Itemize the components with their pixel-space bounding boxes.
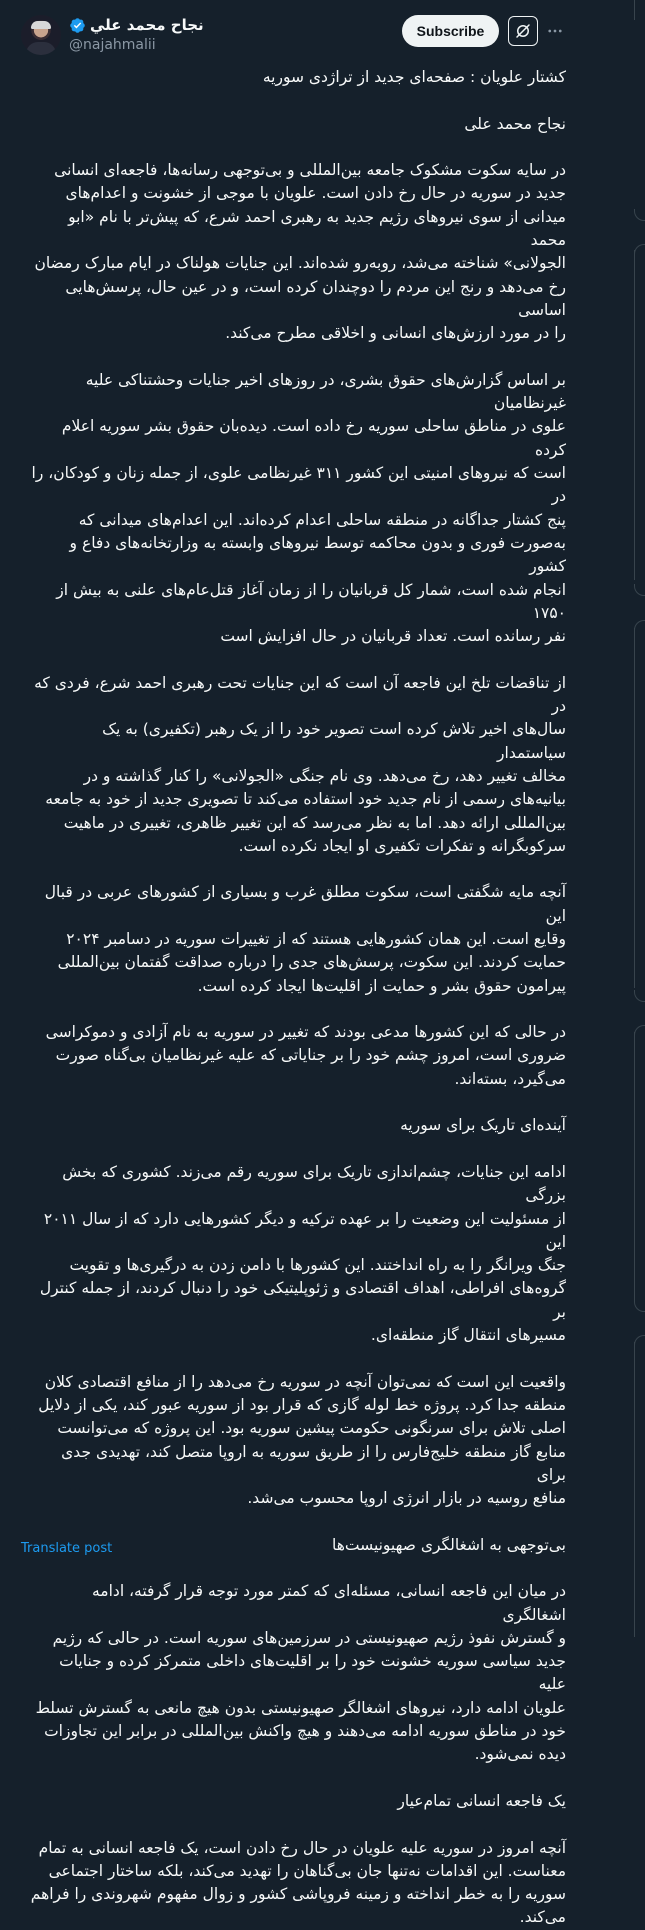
post-text-line: الجولانی» شناخته می‌شد، روبه‌رو شده‌اند. این جنایات هولناک در ایام مبارک رمضان (34, 254, 566, 273)
post-text-line: یک فاجعه انسانی تمام‌عیار (397, 1791, 566, 1810)
post-text-line: را در مورد ارزش‌های انسانی و اخلاقی مطرح می‌کند. (225, 324, 566, 343)
post-text-line: بیانیه‌های رسمی از نام جدید خود استفاده می‌کند تا تصویری جدید از خود به جامعه (45, 790, 566, 809)
post-text-line: رخ می‌دهد و رنج این مردم را دوچندان کرده است، و در عین حال، پرسش‌هایی اساسی (60, 277, 566, 319)
translate-post-link[interactable]: Translate post (21, 1541, 113, 1556)
post-text-line: بین‌المللی ارائه دهد. اما به نظر می‌رسد که این تغییر ظاهری، تغییری در ماهیت (63, 813, 566, 832)
post-text-line: علویان ادامه دارد، نیروهای اشغالگر صهیونیستی بدون هیچ مانعی به گسترش تسلط (35, 1698, 566, 1717)
post-text-line: ضروری است، امروز چشم خود را بر جنایاتی که علیه غیرنظامیان بی‌گناه صورت (55, 1046, 566, 1065)
post-text-line: علوی در مناطق ساحلی سوریه رخ داده است. دیده‌بان حقوق بشر سوریه اعلام کرده (56, 417, 566, 459)
post-text-line: نفر رسانده است. تعداد قربانیان در حال افزایش است (220, 627, 566, 646)
post-text-line: جدید در سوریه در حال رخ دادن است. علویان با موجی از خشونت و اعدام‌های (65, 184, 566, 203)
post-text-line: می‌گیرد، بسته‌اند. (454, 1069, 566, 1088)
post-text-line: کشتار علویان : صفحه‌ای جدید از تراژدی سوریه (262, 68, 566, 86)
post-text-line: جدید سیاسی سوریه خشونت خود را بر اقلیت‌های داخلی متمرکز کرده و جنایات علیه (54, 1652, 566, 1694)
paragraph-gap (30, 1347, 566, 1370)
post-text-line: بی‌توجهی به اشغالگری صهیونیست‌ها (331, 1535, 566, 1554)
post-text-line: ادامه این جنایات، چشم‌اندازی تاریک برای سوریه رقم می‌زند. کشوری که بخش بزرگی (57, 1162, 566, 1205)
post-text-line: جنگ ویرانگر را به راه انداختند. این کشورها با دامن زدن به درگیری‌ها و تقویت (69, 1256, 566, 1275)
paragraph-gap (30, 1767, 566, 1790)
post-text-line: نجاح محمد علی (464, 114, 566, 133)
post-text-line: انجام شده است، شمار کل قربانیان را از زمان آغاز قتل‌عام‌های علنی به بیش از ۱۷۵۰ (51, 580, 566, 622)
post-text-line: گروه‌های افراطی، اهداف اقتصادی و ژئوپلیتیکی خود را دنبال کردند، از جمله کنترل بر (34, 1279, 566, 1321)
post-text-line: وقایع است. این همان کشورهایی هستند که از تغییرات سوریه در دسامبر ۲۰۲۴ (66, 929, 566, 948)
post-text-line: آنچه مایه شگفتی است، سکوت مطلق غرب و بسیاری از کشورهای عربی در قبال این (39, 883, 566, 925)
grok-icon (514, 22, 532, 40)
timeline-border (634, 0, 645, 1637)
more-icon (546, 22, 564, 40)
subscribe-button[interactable]: Subscribe (402, 15, 499, 47)
post-text-line: منافع روسیه در بازار انرژی اروپا محسوب می‌شد. (247, 1489, 566, 1508)
post-text-line: مسیرهای انتقال گاز منطقه‌ای. (370, 1326, 566, 1345)
post-text-line: منابع گاز منطقه خلیج‌فارس را از طریق سوریه به اروپا متصل کند، تهدیدی جدی برای (56, 1442, 566, 1484)
grok-button[interactable] (508, 16, 538, 46)
author-display-name[interactable]: نجاح محمد علي (90, 16, 204, 34)
paragraph-gap (30, 89, 566, 112)
post-text-line: از تناقضات تلخ این فاجعه آن است که این جنایات تحت رهبری احمد شرع، فردی که در (29, 673, 566, 716)
more-options-button[interactable] (542, 16, 568, 46)
post-text-line: می‌کند. (519, 1908, 566, 1927)
paragraph-gap (30, 998, 566, 1021)
paragraph-gap (30, 648, 566, 671)
paragraph-gap (30, 346, 566, 369)
paragraph-gap (30, 136, 566, 159)
post-text-line: معناست. این اقدامات نه‌تنها جان بی‌گناهان را تهدید می‌کند، بلکه ساختار اجتماعی (48, 1861, 566, 1880)
post-text-line: در میان این فاجعه انسانی، مسئله‌ای که کمتر مورد توجه قرار گرفته، ادامه اشغالگری (87, 1582, 566, 1624)
paragraph-gap (30, 1138, 566, 1161)
post-text-line: میدانی از سوی نیروهای رژیم جدید به رهبری احمد شرع، که پیش‌تر با نام «ابو محمد (63, 207, 566, 250)
paragraph-gap (30, 1091, 566, 1114)
post-text-line: اصلی تلاش برای سرنگونی حکومت پیشین سوریه بود. این پروژه که می‌توانست (57, 1419, 566, 1438)
post-text-line: آنچه امروز در سوریه علیه علویان در حال رخ دادن است، یک فاجعه انسانی به تمام (38, 1838, 566, 1857)
paragraph-gap (30, 1813, 566, 1836)
post-text-line: آینده‌ای تاریک برای سوریه (400, 1116, 566, 1135)
post-text-line: در حالی که این کشورها مدعی بودند که تغییر در سوریه به نام آزادی و دموکراسی (45, 1023, 566, 1042)
post-body (26, 66, 566, 1930)
paragraph-gap (30, 858, 566, 881)
post-text-line: مخالف تغییر دهد، رخ می‌دهد. وی نام جنگی «الجولانی» را کنار گذاشته و در (83, 766, 566, 785)
author-name-row[interactable] (69, 14, 204, 36)
author-handle[interactable]: @najahmalii (69, 37, 156, 53)
avatar[interactable] (21, 15, 61, 55)
post-text-line: خود در مناطق سوریه ادامه می‌دهند و هیچ واکنش بین‌المللی در برابر این تجاوزات (44, 1722, 566, 1741)
post-header (0, 0, 634, 66)
post-text-line: سرکوبگرانه و تفکرات تکفیری او ایجاد نکرده است. (238, 836, 566, 855)
paragraph-gap (30, 1510, 566, 1533)
post-text-line: است که نیروهای امنیتی این کشور ۳۱۱ غیرنظامی علوی، از جمله زنان و کودکان، را در (26, 464, 566, 506)
paragraph-gap (30, 1557, 566, 1580)
post-text-line: دیده نمی‌شود. (474, 1745, 566, 1764)
post-text-line: به‌صورت فوری و بدون محاکمه توسط نیروهای وابسته به وزارتخانه‌های دفاع و کشور (64, 533, 566, 576)
post-text-line: و گسترش نفوذ رژیم صهیونیستی در سرزمین‌های سوریه است. در حالی که رژیم (52, 1628, 566, 1647)
post-text-line: سال‌های اخیر تلاش کرده است تصویر خود را از یک رهبر (تکفیری) به یک سیاستمدار (97, 720, 566, 762)
post-text-line: واقعیت این است که نمی‌توان آنچه در سوریه رخ می‌دهد را از منافع اقتصادی کلان (44, 1372, 566, 1391)
verified-badge-icon (69, 17, 86, 34)
post-text-line: بر اساس گزارش‌های حقوق بشری، در روزهای اخیر جنایات وحشتناکی علیه غیرنظامیان (80, 370, 566, 413)
post-text-line: از مسئولیت این وضعیت را بر عهده ترکیه و دیگر کشورهایی دارد که از سال ۲۰۱۱ این (38, 1209, 566, 1251)
post-text-line: پیرامون حقوق بشر و حمایت از اقلیت‌ها ایجاد کرده است. (197, 976, 566, 995)
post-text-line: در سایه سکوت مشکوک جامعه بین‌المللی و بی‌توجهی رسانه‌ها، فاجعه‌ای انسانی (54, 161, 566, 180)
post-text-line: حمایت کردند. این سکوت، پرسش‌های جدی را درباره صداقت گفتمان بین‌المللی (57, 953, 566, 972)
post-text-line: منطقه جدا کرد. پروژه خط لوله گازی که قرار بود از سوریه عبور کند، یکی از دلایل (38, 1395, 566, 1414)
post-text-line: پنج کشتار جداگانه در منطقه ساحلی اعدام کرده‌اند. این اعدام‌های میدانی که (78, 510, 566, 529)
post-text-line: سوریه را به خطر انداخته و زمینه فروپاشی کشور و زوال مفهوم شهروندی را فراهم (30, 1885, 566, 1904)
